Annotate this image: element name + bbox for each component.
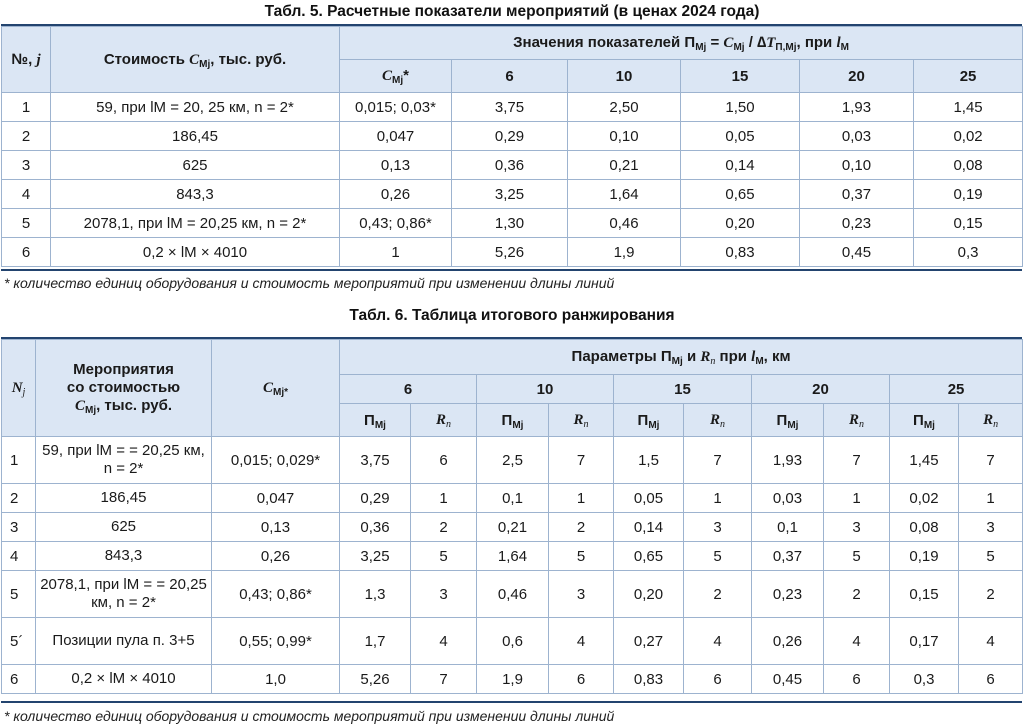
- t5-cell-value: 0,02: [914, 122, 1023, 151]
- t6-col-p: $П_{Mj}$: [752, 404, 824, 437]
- t5-cell-num: 5: [2, 209, 51, 238]
- t5-cell-num: 3: [2, 151, 51, 180]
- t5-cell-value: 0,03: [800, 122, 914, 151]
- t5-cell-value: 5,26: [452, 238, 568, 267]
- t6-cell-p: 0,02: [890, 484, 959, 513]
- t6-cell-cost: Позиции пула п. 3+5: [36, 618, 212, 665]
- t5-col-len: 25: [914, 60, 1023, 93]
- t6-col-len: 6: [340, 375, 477, 404]
- t6-cell-rank: 3: [411, 571, 477, 618]
- t6-cell-cm: 0,015; 0,029*: [212, 437, 340, 484]
- t5-col-len: 10: [568, 60, 681, 93]
- t6-cell-p: 3,25: [340, 542, 411, 571]
- t6-cell-p: 0,36: [340, 513, 411, 542]
- table-row: [2, 542, 1023, 571]
- t6-cell-n: 2: [2, 484, 36, 513]
- t6-cell-p: 0,29: [340, 484, 411, 513]
- t6-col-cm: $C_{Mj*}$: [212, 340, 340, 437]
- t5-cell-value: 1,64: [568, 180, 681, 209]
- t6-cell-p: 1,3: [340, 571, 411, 618]
- t5-col-cm: $C_{Mj}*$: [340, 60, 452, 93]
- t6-cell-p: 0,3: [890, 665, 959, 694]
- t6-cell-p: 0,27: [614, 618, 684, 665]
- t5-cell-cost: 0,2 × lM × 4010: [51, 238, 340, 267]
- t5-cell-cost: 625: [51, 151, 340, 180]
- t6-col-r: $R_n$: [411, 404, 477, 437]
- t6-cell-p: 2,5: [477, 437, 549, 484]
- t6-cell-n: 6: [2, 665, 36, 694]
- table6-bottom-rule: [1, 701, 1022, 703]
- t5-col-len: 20: [800, 60, 914, 93]
- t5-cell-value: 0,20: [681, 209, 800, 238]
- t6-cell-n: 5: [2, 571, 36, 618]
- t6-col-len: 10: [477, 375, 614, 404]
- t6-cell-rank: 4: [684, 618, 752, 665]
- t6-col-r: $R_n$: [824, 404, 890, 437]
- t6-col-p: $П_{Mj}$: [890, 404, 959, 437]
- t6-cell-cm: 0,047: [212, 484, 340, 513]
- t5-cell-cm: 0,43; 0,86*: [340, 209, 452, 238]
- t6-cell-rank: 2: [959, 571, 1023, 618]
- table-row: [2, 437, 1023, 484]
- t6-cell-p: 0,23: [752, 571, 824, 618]
- t5-cell-value: 0,05: [681, 122, 800, 151]
- t5-cell-value: 0,21: [568, 151, 681, 180]
- t6-cell-p: 0,20: [614, 571, 684, 618]
- table-row: [2, 484, 1023, 513]
- t6-cell-rank: 5: [959, 542, 1023, 571]
- t6-cell-n: 4: [2, 542, 36, 571]
- t6-cell-rank: 2: [549, 513, 614, 542]
- t5-cell-value: 0,29: [452, 122, 568, 151]
- t6-cell-n: 3: [2, 513, 36, 542]
- t5-cell-cost: 2078,1, при lM = 20,25 км, n = 2*: [51, 209, 340, 238]
- t6-col-len: 15: [614, 375, 752, 404]
- t6-cell-p: 0,14: [614, 513, 684, 542]
- t6-cell-rank: 1: [959, 484, 1023, 513]
- t5-cell-value: 0,15: [914, 209, 1023, 238]
- t6-cell-n: 5´: [2, 618, 36, 665]
- t6-cell-p: 0,17: [890, 618, 959, 665]
- t6-cell-cost: 2078,1, при lM = = 20,25 км, n = 2*: [36, 571, 212, 618]
- t5-cell-value: 0,36: [452, 151, 568, 180]
- t5-cell-value: 3,25: [452, 180, 568, 209]
- t6-cell-rank: 2: [824, 571, 890, 618]
- t6-cell-p: 0,37: [752, 542, 824, 571]
- t6-cell-p: 0,19: [890, 542, 959, 571]
- t6-col-r: $R_n$: [684, 404, 752, 437]
- t6-cell-rank: 4: [959, 618, 1023, 665]
- table-row: [2, 238, 1023, 267]
- t6-cell-rank: 6: [549, 665, 614, 694]
- t6-cell-rank: 1: [411, 484, 477, 513]
- t5-col-len: 15: [681, 60, 800, 93]
- t6-cell-rank: 6: [411, 437, 477, 484]
- t6-cell-rank: 6: [959, 665, 1023, 694]
- t6-cell-rank: 5: [824, 542, 890, 571]
- t5-cell-value: 3,75: [452, 93, 568, 122]
- t6-cell-p: 0,03: [752, 484, 824, 513]
- t5-cell-cost: 186,45: [51, 122, 340, 151]
- t5-cell-value: 0,08: [914, 151, 1023, 180]
- t6-cell-rank: 3: [684, 513, 752, 542]
- t6-col-p: $П_{Mj}$: [477, 404, 549, 437]
- t6-col-len: 20: [752, 375, 890, 404]
- t5-cell-value: 0,23: [800, 209, 914, 238]
- table-row: [2, 665, 1023, 694]
- t5-col-cost: Стоимость $C_{Mj}$, тыс. руб.: [51, 27, 340, 93]
- table-row: [2, 513, 1023, 542]
- t6-cell-p: 0,46: [477, 571, 549, 618]
- t6-cell-cm: 0,55; 0,99*: [212, 618, 340, 665]
- t5-cell-value: 0,45: [800, 238, 914, 267]
- t5-cell-value: 0,10: [568, 122, 681, 151]
- t6-cell-rank: 5: [549, 542, 614, 571]
- t5-col-num: №, j: [2, 27, 51, 93]
- t5-cell-value: 1,93: [800, 93, 914, 122]
- table-row: [2, 209, 1023, 238]
- t6-cell-rank: 7: [411, 665, 477, 694]
- t6-cell-rank: 7: [824, 437, 890, 484]
- t5-cell-num: 2: [2, 122, 51, 151]
- t5-cell-value: 1,9: [568, 238, 681, 267]
- t5-cell-value: 1,50: [681, 93, 800, 122]
- t6-cell-p: 1,93: [752, 437, 824, 484]
- t6-cell-rank: 6: [684, 665, 752, 694]
- t6-cell-rank: 4: [411, 618, 477, 665]
- t6-cell-rank: 4: [824, 618, 890, 665]
- t6-cell-p: 3,75: [340, 437, 411, 484]
- t6-cell-p: 0,6: [477, 618, 549, 665]
- t5-cell-cm: 1: [340, 238, 452, 267]
- t6-cell-cost: 625: [36, 513, 212, 542]
- table5-footnote: * количество единиц оборудования и стоимость мероприятий при изменении длины линий: [4, 275, 615, 291]
- table5: [1, 26, 1023, 267]
- t6-cell-cost: 843,3: [36, 542, 212, 571]
- table6-footnote: * количество единиц оборудования и стоимость мероприятий при изменении длины линий: [4, 708, 615, 724]
- t6-col-r: $R_n$: [549, 404, 614, 437]
- table-row: [2, 151, 1023, 180]
- t6-cell-p: 0,1: [477, 484, 549, 513]
- t6-cell-cost: 186,45: [36, 484, 212, 513]
- t5-cell-cm: 0,015; 0,03*: [340, 93, 452, 122]
- table-row: [2, 93, 1023, 122]
- t6-cell-p: 0,15: [890, 571, 959, 618]
- t5-cell-cost: 59, при lM = 20, 25 км, n = 2*: [51, 93, 340, 122]
- t5-cell-value: 0,14: [681, 151, 800, 180]
- t6-cell-rank: 7: [959, 437, 1023, 484]
- t5-cell-value: 0,65: [681, 180, 800, 209]
- t6-cell-rank: 5: [411, 542, 477, 571]
- table5-bottom-rule: [1, 269, 1022, 271]
- t6-cell-rank: 3: [549, 571, 614, 618]
- t6-cell-rank: 4: [549, 618, 614, 665]
- t6-cell-p: 1,5: [614, 437, 684, 484]
- t6-cell-cm: 0,26: [212, 542, 340, 571]
- t6-cell-p: 0,65: [614, 542, 684, 571]
- t6-col-p: $П_{Mj}$: [614, 404, 684, 437]
- t5-cell-cost: 843,3: [51, 180, 340, 209]
- t6-cell-p: 1,64: [477, 542, 549, 571]
- t6-cell-p: 0,05: [614, 484, 684, 513]
- t6-cell-cost: 59, при lM = = 20,25 км, n = 2*: [36, 437, 212, 484]
- t5-cell-num: 4: [2, 180, 51, 209]
- t5-col-len: 6: [452, 60, 568, 93]
- t5-cell-num: 6: [2, 238, 51, 267]
- table6: [1, 339, 1023, 694]
- t6-cell-p: 1,9: [477, 665, 549, 694]
- t6-cell-rank: 7: [549, 437, 614, 484]
- t6-col-r: $R_n$: [959, 404, 1023, 437]
- t5-cell-value: 0,19: [914, 180, 1023, 209]
- t6-cell-p: 0,83: [614, 665, 684, 694]
- t6-col-len: 25: [890, 375, 1023, 404]
- t5-cell-cm: 0,13: [340, 151, 452, 180]
- t6-cell-rank: 5: [684, 542, 752, 571]
- t6-cell-rank: 7: [684, 437, 752, 484]
- t6-cell-rank: 1: [824, 484, 890, 513]
- t6-cell-rank: 6: [824, 665, 890, 694]
- t6-cell-p: 0,1: [752, 513, 824, 542]
- table-row: [2, 122, 1023, 151]
- t6-cell-p: 0,26: [752, 618, 824, 665]
- t6-cell-p: 1,45: [890, 437, 959, 484]
- t5-cell-value: 1,45: [914, 93, 1023, 122]
- t6-cell-cm: 1,0: [212, 665, 340, 694]
- t6-col-p: $П_{Mj}$: [340, 404, 411, 437]
- t5-cell-value: 0,37: [800, 180, 914, 209]
- t5-cell-cm: 0,26: [340, 180, 452, 209]
- t6-cell-rank: 2: [411, 513, 477, 542]
- table6-title: Табл. 6. Таблица итогового ранжирования: [349, 307, 675, 324]
- table-row: [2, 180, 1023, 209]
- t6-cell-p: 1,7: [340, 618, 411, 665]
- t6-cell-rank: 3: [959, 513, 1023, 542]
- t6-cell-rank: 3: [824, 513, 890, 542]
- t6-col-n: $N_j$: [2, 340, 36, 437]
- t6-col-cost: Мероприятия со стоимостью $C_{Mj}$, тыс. руб.: [36, 340, 212, 437]
- t6-cell-cm: 0,13: [212, 513, 340, 542]
- t6-col-group: Параметры $П_{Mj}$ и $R_n$ при $l_M$, км: [340, 340, 1023, 375]
- t5-col-group: Значения показателей $П_{Mj} = C_{Mj} / \Delta T_{П,Mj}$, при $l_M$: [340, 27, 1023, 60]
- t6-cell-p: 5,26: [340, 665, 411, 694]
- t6-cell-p: 0,45: [752, 665, 824, 694]
- t6-cell-p: 0,08: [890, 513, 959, 542]
- table-row: [2, 571, 1023, 618]
- t5-cell-value: 0,10: [800, 151, 914, 180]
- t6-cell-cost: 0,2 × lM × 4010: [36, 665, 212, 694]
- t5-cell-value: 0,46: [568, 209, 681, 238]
- t6-cell-cm: 0,43; 0,86*: [212, 571, 340, 618]
- t5-cell-value: 0,83: [681, 238, 800, 267]
- t6-cell-rank: 2: [684, 571, 752, 618]
- t6-cell-rank: 1: [549, 484, 614, 513]
- t5-cell-value: 2,50: [568, 93, 681, 122]
- t6-cell-p: 0,21: [477, 513, 549, 542]
- t5-cell-value: 1,30: [452, 209, 568, 238]
- t6-cell-rank: 1: [684, 484, 752, 513]
- t5-cell-cm: 0,047: [340, 122, 452, 151]
- t6-cell-n: 1: [2, 437, 36, 484]
- t5-cell-num: 1: [2, 93, 51, 122]
- t5-cell-value: 0,3: [914, 238, 1023, 267]
- table-row: [2, 618, 1023, 665]
- table5-title: Табл. 5. Расчетные показатели мероприятий (в ценах 2024 года): [264, 3, 760, 20]
